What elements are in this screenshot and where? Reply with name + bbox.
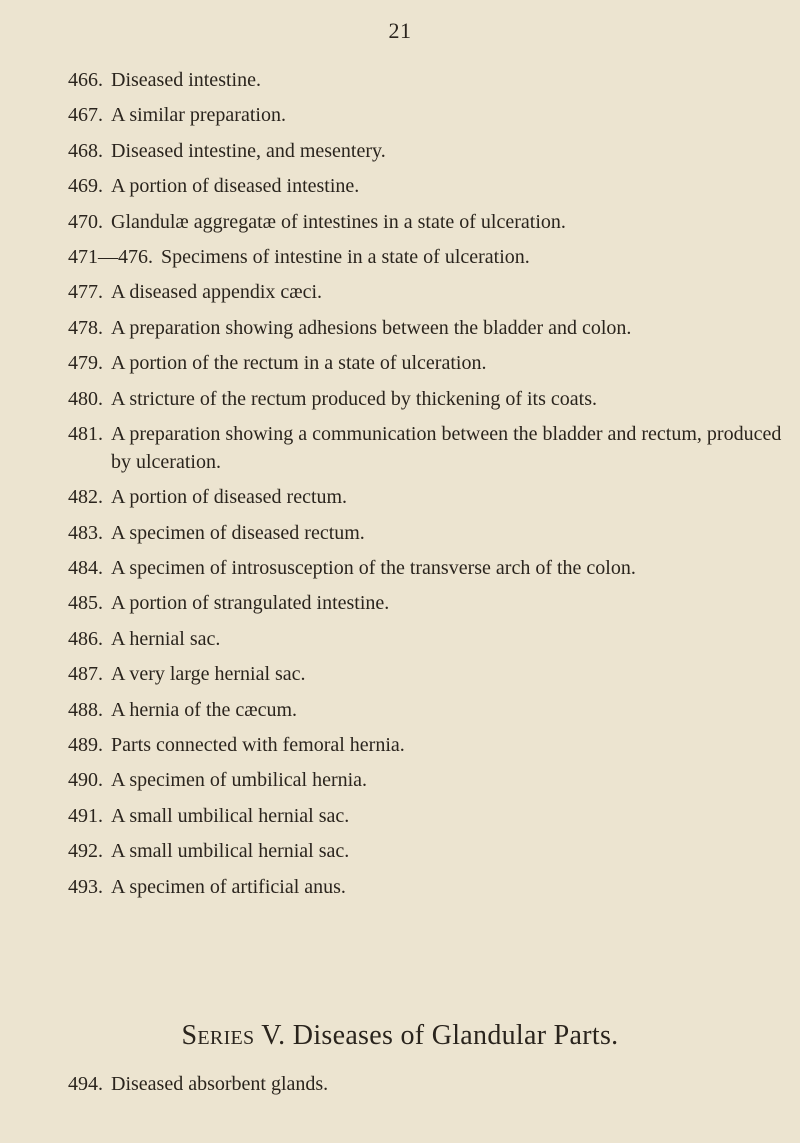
entry-text: A preparation showing a communication between the bladder and rectum, produced by ulceration. xyxy=(111,422,782,473)
catalogue-entry xyxy=(68,519,788,547)
entry-text: A hernial sac. xyxy=(111,627,221,650)
entry-number: 480. xyxy=(68,387,103,410)
catalogue-entry xyxy=(68,243,788,271)
catalogue-entry xyxy=(68,731,788,759)
entry-text: A specimen of diseased rectum. xyxy=(111,521,365,544)
catalogue-entry xyxy=(68,837,788,865)
entry-text: A specimen of artificial anus. xyxy=(111,875,346,898)
entry-number: 467. xyxy=(68,104,103,127)
entry-text: A preparation showing adhesions between the bladder and colon. xyxy=(111,316,632,339)
series-title: Diseases of Glandular Parts. xyxy=(292,1020,619,1051)
entry-number: 479. xyxy=(68,352,103,375)
catalogue-entry xyxy=(68,172,788,200)
catalogue-entry xyxy=(68,766,788,794)
catalogue-entry xyxy=(68,314,788,342)
entry-text: A portion of diseased rectum. xyxy=(111,486,348,509)
catalogue-entry xyxy=(68,802,788,830)
entry-text: A stricture of the rectum produced by thickening of its coats. xyxy=(111,387,597,410)
entry-number: 470. xyxy=(68,210,103,233)
entry-number: 490. xyxy=(68,769,103,792)
entry-number: 468. xyxy=(68,139,103,162)
entry-number: 488. xyxy=(68,698,103,721)
entry-number: 484. xyxy=(68,557,103,580)
entry-number: 478. xyxy=(68,316,103,339)
entry-number: 489. xyxy=(68,734,103,757)
entry-text: Diseased absorbent glands. xyxy=(111,1073,329,1095)
entry-number: 482. xyxy=(68,486,103,509)
series-label: Series V. xyxy=(181,1020,286,1051)
entry-text: Parts connected with femoral hernia. xyxy=(111,734,405,757)
catalogue-entry xyxy=(68,625,788,653)
entry-number: 469. xyxy=(68,175,103,198)
catalogue-entry xyxy=(68,66,788,94)
entry-number: 494. xyxy=(68,1073,103,1095)
entry-text: A portion of strangulated intestine. xyxy=(111,592,390,615)
catalogue-entry xyxy=(68,137,788,165)
catalogue-entry xyxy=(68,589,788,617)
entry-text: A specimen of introsusception of the transverse arch of the colon. xyxy=(111,557,636,580)
catalogue-entry xyxy=(68,554,788,582)
catalogue-entry xyxy=(68,483,788,511)
entry-text: Diseased intestine, and mesentery. xyxy=(111,139,386,162)
entry-text: Glandulæ aggregatæ of intestines in a state of ulceration. xyxy=(111,210,566,233)
catalogue-entry xyxy=(68,660,788,688)
entry-number: 491. xyxy=(68,804,103,827)
catalogue-entry xyxy=(68,385,788,413)
entry-number: 487. xyxy=(68,663,103,686)
catalogue-entry xyxy=(68,420,788,476)
catalogue-entry xyxy=(68,1070,768,1098)
catalogue-entry xyxy=(68,208,788,236)
catalogue-entries xyxy=(68,66,788,908)
entry-number: 466. xyxy=(68,69,103,91)
catalogue-entry xyxy=(68,696,788,724)
page-number: 21 xyxy=(388,18,412,43)
entry-text: Specimens of intestine in a state of ulceration. xyxy=(161,245,530,268)
catalogue-entry xyxy=(68,101,788,129)
entry-text: Diseased intestine. xyxy=(111,69,261,91)
entry-number: 477. xyxy=(68,281,103,304)
entry-number: 493. xyxy=(68,875,103,898)
entry-text: A portion of diseased intestine. xyxy=(111,175,360,198)
series-heading xyxy=(0,1020,800,1052)
catalogue-entry xyxy=(68,873,788,901)
entry-number: 471—476. xyxy=(68,245,153,268)
catalogue-entry xyxy=(68,349,788,377)
entry-text: A portion of the rectum in a state of ulceration. xyxy=(111,352,487,375)
entry-number: 483. xyxy=(68,521,103,544)
entry-number: 481. xyxy=(68,422,103,445)
entry-text: A hernia of the cæcum. xyxy=(111,698,298,721)
entry-text: A small umbilical hernial sac. xyxy=(111,804,350,827)
entry-text: A specimen of umbilical hernia. xyxy=(111,769,368,792)
entry-number: 486. xyxy=(68,627,103,650)
entry-text: A diseased appendix cæci. xyxy=(111,281,323,304)
entry-number: 492. xyxy=(68,840,103,863)
entry-number: 485. xyxy=(68,592,103,615)
entry-text: A small umbilical hernial sac. xyxy=(111,840,350,863)
entry-text: A very large hernial sac. xyxy=(111,663,306,686)
entry-text: A similar preparation. xyxy=(111,104,286,127)
catalogue-entry xyxy=(68,278,788,306)
